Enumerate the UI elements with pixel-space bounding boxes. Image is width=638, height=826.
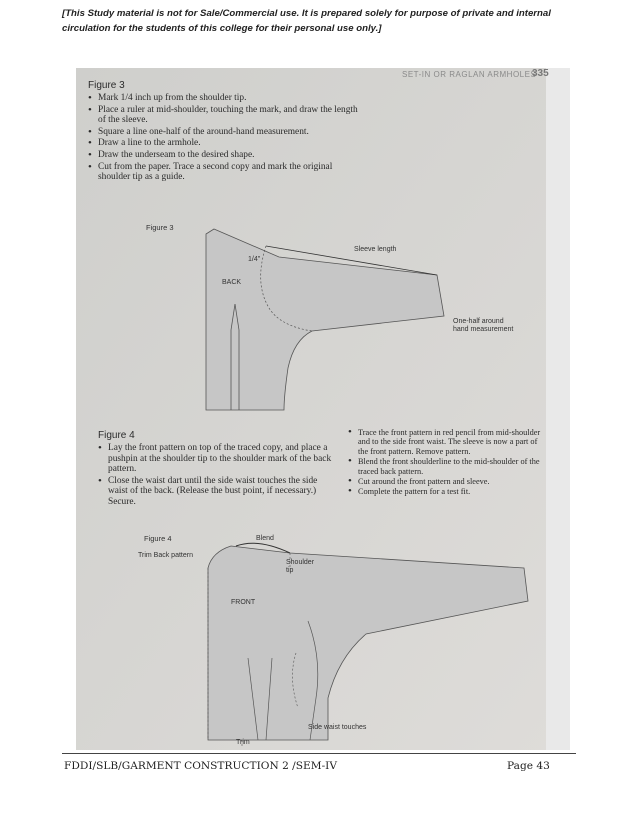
figure3-steps xyxy=(88,93,366,184)
figure4-diagram-title: Figure 4 xyxy=(144,534,172,543)
figure3-diagram-title: Figure 3 xyxy=(146,223,174,232)
label-blend: Blend xyxy=(256,535,274,542)
list-item: • Draw the underseam to the desired shape. xyxy=(88,150,366,161)
label-sleeve-length: Sleeve length xyxy=(354,246,397,253)
label-back: BACK xyxy=(222,279,242,286)
list-item: • Trace the front pattern in red pencil from mid-shoulder and to the side front waist. The sleeve is now a part of the front pattern. Remove pattern. xyxy=(348,428,544,456)
figure4-steps-right xyxy=(348,428,544,498)
figure4-heading: Figure 4 xyxy=(98,430,135,441)
label-trim-back: Trim Back pattern xyxy=(138,552,193,559)
list-item: • Place a ruler at mid-shoulder, touching the mark, and draw the length of the sleeve. xyxy=(88,105,366,126)
label-trim-bottom: Trim xyxy=(236,739,250,746)
footer-divider xyxy=(62,753,576,754)
list-item: • Cut around the front pattern and sleeve. xyxy=(348,477,544,486)
label-quarter-inch: 1/4" xyxy=(248,256,261,263)
list-item: • Mark 1/4 inch up from the shoulder tip. xyxy=(88,93,366,104)
disclaimer-header: [This Study material is not for Sale/Commercial use. It is prepared solely for purpose of private and internal circulation for the students of this college for their personal use only.] xyxy=(62,8,551,34)
list-item: • Complete the pattern for a test fit. xyxy=(348,487,544,496)
textbook-photo xyxy=(76,68,570,750)
list-item: • Draw a line to the armhole. xyxy=(88,138,366,149)
list-item: • Lay the front pattern on top of the traced copy, and place a pushpin at the shoulder tip to the shoulder mark of the back pattern. xyxy=(98,443,334,475)
list-item: • Cut from the paper. Trace a second copy and mark the original shoulder tip as a guide. xyxy=(88,162,366,183)
list-item: • Blend the front shoulderline to the mid-shoulder of the traced back pattern. xyxy=(348,457,544,476)
footer-course: FDDI/SLB/GARMENT CONSTRUCTION 2 /SEM-IV xyxy=(64,760,338,772)
list-item: • Close the waist dart until the side waist touches the side waist of the back. (Release the bust point, if necessary.) Secure. xyxy=(98,476,334,508)
label-one-half: One-half around hand measurement xyxy=(453,318,514,333)
figure3-heading: Figure 3 xyxy=(88,80,125,91)
running-head: SET-IN OR RAGLAN ARMHOLES xyxy=(402,70,537,79)
footer-page-number: Page 43 xyxy=(507,760,550,772)
figure4-steps-left xyxy=(98,443,334,509)
list-item: • Square a line one-half of the around-hand measurement. xyxy=(88,127,366,138)
label-front: FRONT xyxy=(231,599,256,606)
book-page-number: 335 xyxy=(532,68,549,79)
label-side-waist: Side waist touches xyxy=(308,724,367,731)
label-shoulder-tip: Shoulder tip xyxy=(286,559,315,574)
